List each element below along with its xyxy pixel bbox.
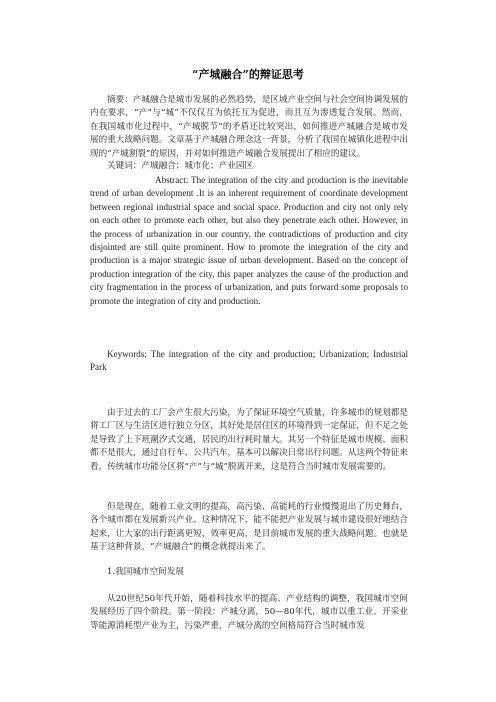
body-paragraph-2: 但是现在，随着工业文明的提高，高污染、高能耗的行业慢慢退出了历史舞台，各个城市都在发展新兴产业。这种情况下，能不能把产业发展与城市建设很好地结合起来，让大家的出行距离更短，效率更高，是目前城市发展的重大战略问题。也就是基于这种背景，“产城融合”的概念就提出来了。 bbox=[90, 502, 408, 553]
chinese-abstract: 摘要：产城融合是城市发展的必然趋势，是区域产业空间与社会空间协调发展的内在要求，“产”与“城”不仅仅互为依托互为促进，而且互为渗透复合发展。然而，在我国城市化过程中，“产城脱节”的矛盾还比较突出，如何推进产城融合是城市发展的重大战略问题。文章基于产城融合理念这一背景，分析了我国在城镇化进程中出现的“产城割裂”的原因，并对如何推进产城融合发展提出了相应的建议。 bbox=[90, 95, 408, 159]
paper-title: “产城融合”的辩证思考 bbox=[192, 68, 304, 81]
body-paragraph-3: 从20世纪50年代开始，随着科技水平的提高、产业结构的调整，我国城市空间发展经历了四个阶段。第一阶段：产城分离，50—80年代，城市以重工业、开采业等能源消耗型产业为主，污染严重，产城分离的空间格局符合当时城市发 bbox=[90, 594, 408, 631]
body-paragraph-1: 由于过去的工厂会产生很大污染，为了保证环境空气质量，许多城市的规划都是将工厂区与生活区进行独立分区，其好处是居住区的环境得到一定保证，但不足之处是导致了上下班潮汐式交通，居民的出行耗时量大。其另一个特征是城市规模、面积都不是很大，通过自行车、公共汽车，基本可以解决日常出行问题。从这两个特征来看，传统城市功能分区将“产”与“城”脱离开来，这是符合当时城市发展需要的。 bbox=[90, 408, 408, 472]
english-abstract: Abstract: The integration of the city and production is the inevitable trend of urban development .It is an inherent requirement of coordinate development between regional industrial space and social space. Production and city not only rely on each other to promote each other, but also they penetrate each other. However, in the process of urbanization in our country, the contradictions of production and city disjointed are still quite prominent. How to promote the integration of the city and production is a major strategic issue of urban development. Based on the concept of production integration of the city, this paper analyzes the cause of the production and city fragmentation in the process of urbanization, and puts forward some proposals to promote the integration of city and production. bbox=[90, 175, 408, 306]
english-keywords: Keywords: The integration of the city and production; Urbanization; Industrial Park bbox=[90, 349, 408, 373]
chinese-keywords: 关键词：产城融合；城市化；产业园区 bbox=[107, 161, 254, 171]
section-heading-1: 1.我国城市空间发展 bbox=[107, 567, 184, 577]
